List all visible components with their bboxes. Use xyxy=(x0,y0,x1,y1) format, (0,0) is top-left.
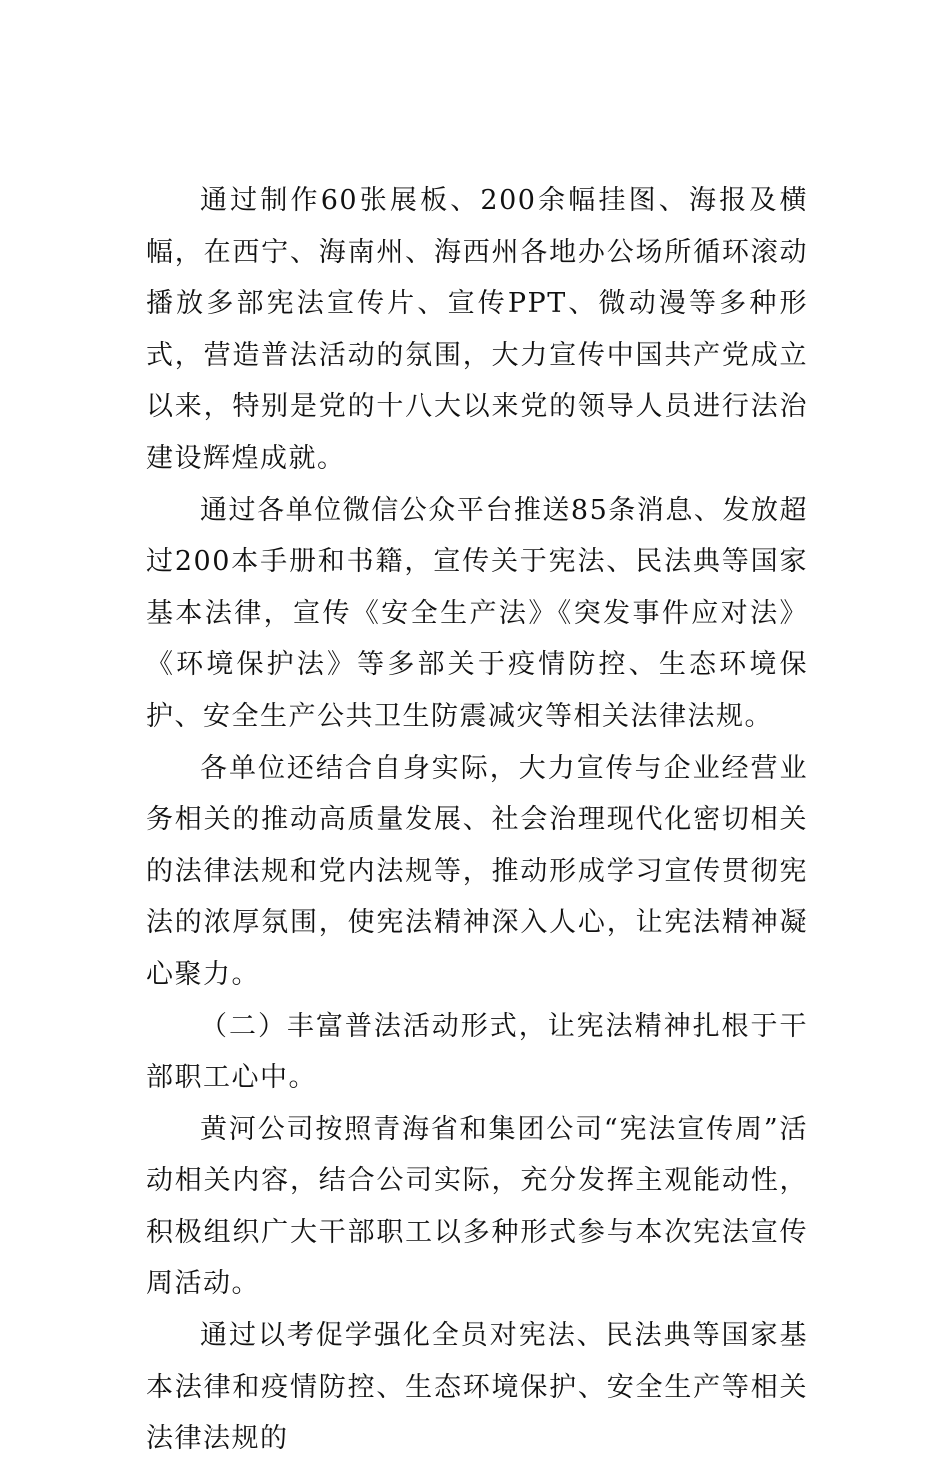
section-heading: （二）丰富普法活动形式，让宪法精神扎根于干部职工心中。 xyxy=(146,1010,808,1094)
paragraph-1: 通过制作60张展板、200余幅挂图、海报及横幅，在西宁、海南州、海西州各地办公场所循环滚动播放多部宪法宣传片、宣传PPT、微动漫等多种形式，营造普法活动的氛围，大力宣传中国共产党成立以来，特别是党的十八大以来党的领导人员进行法治建设辉煌成就。 xyxy=(146,185,808,474)
paragraph-4: 黄河公司按照青海省和集团公司“宪法宣传周”活动相关内容，结合公司实际，充分发挥主观能动性，积极组织广大干部职工以多种形式参与本次宪法宣传周活动。 xyxy=(146,1113,808,1300)
paragraph-2: 通过各单位微信公众平台推送85条消息、发放超过200本手册和书籍，宣传关于宪法、民法典等国家基本法律，宣传《安全生产法》《突发事件应对法》《环境保护法》等多部关于疫情防控、生态环境保护、安全生产公共卫生防震减灾等相关法律法规。 xyxy=(146,494,808,732)
document-body xyxy=(146,175,808,1465)
paragraph-3: 各单位还结合自身实际，大力宣传与企业经营业务相关的推动高质量发展、社会治理现代化密切相关的法律法规和党内法规等，推动形成学习宣传贯彻宪法的浓厚氛围，使宪法精神深入人心，让宪法精神凝心聚力。 xyxy=(146,752,808,990)
paragraph-5: 通过以考促学强化全员对宪法、民法典等国家基本法律和疫情防控、生态环境保护、安全生产等相关法律法规的 xyxy=(146,1320,808,1455)
